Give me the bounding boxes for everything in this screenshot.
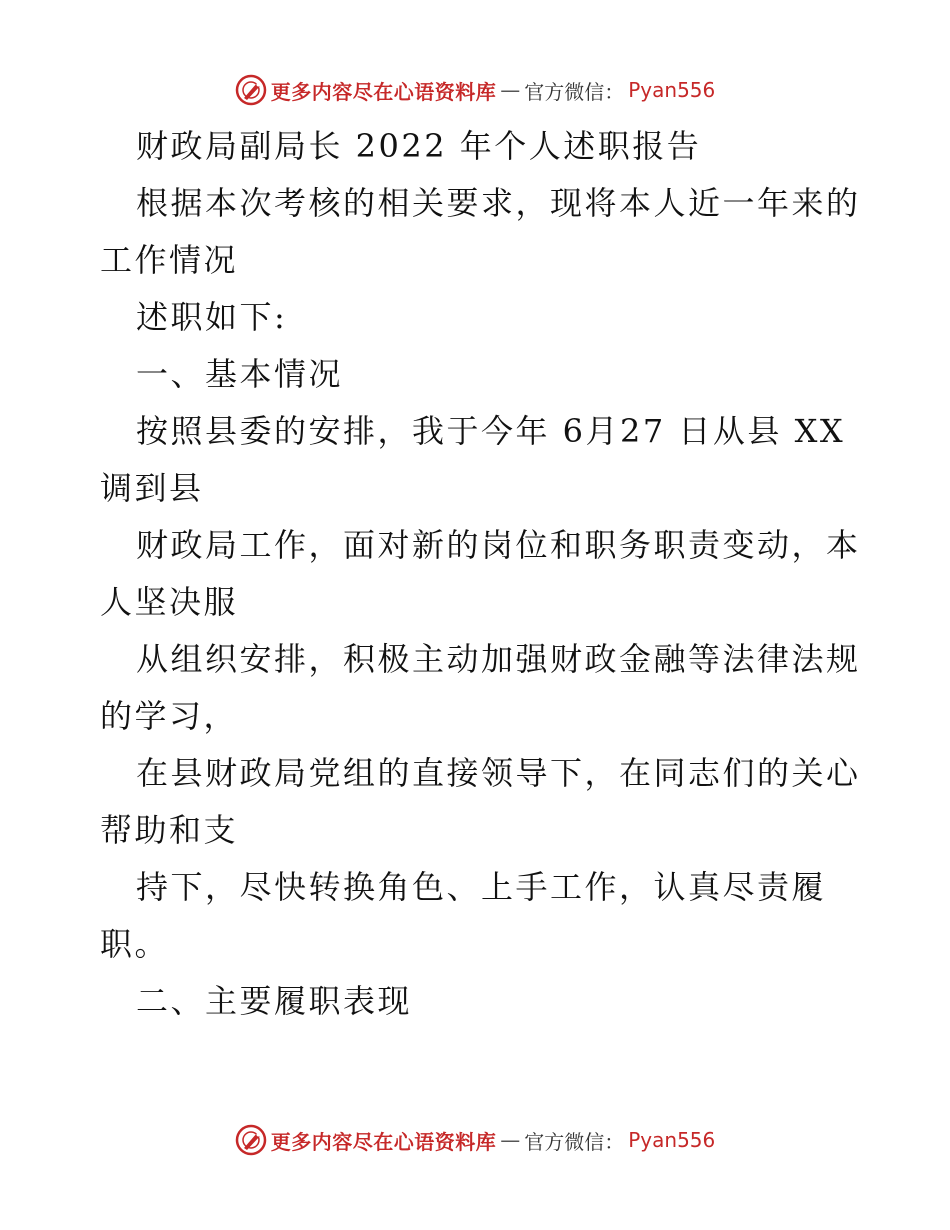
paragraph-line: 的学习， bbox=[100, 697, 239, 735]
watermark-main-text: 更多内容尽在心语资料库 bbox=[270, 1129, 497, 1154]
section-heading: 二、主要履职表现 bbox=[136, 982, 413, 1020]
paragraph-line: 从组织安排，积极主动加强财政金融等法律法规 bbox=[136, 640, 861, 678]
watermark-sub-text: 官方微信： bbox=[524, 1129, 625, 1154]
watermark-wechat-id: Pyan556 bbox=[628, 78, 716, 102]
paragraph-line: 人坚决服 bbox=[100, 583, 239, 621]
paragraph-line: 财政局工作，面对新的岗位和职务职责变动，本 bbox=[136, 526, 861, 564]
seal-logo-icon bbox=[235, 1124, 267, 1156]
seal-logo-icon bbox=[235, 74, 267, 106]
paragraph-line: 帮助和支 bbox=[100, 811, 239, 849]
document-body bbox=[100, 118, 860, 1030]
paragraph-line: 调到县 bbox=[100, 469, 204, 507]
watermark-separator: — bbox=[500, 78, 521, 102]
paragraph-line: 根据本次考核的相关要求，现将本人近一年来的 bbox=[136, 184, 861, 222]
paragraph-line: 职。 bbox=[100, 925, 170, 963]
watermark-sub-text: 官方微信： bbox=[524, 79, 625, 104]
section-heading: 一、基本情况 bbox=[136, 355, 344, 393]
watermark-main-text: 更多内容尽在心语资料库 bbox=[270, 79, 497, 104]
paragraph-line: 述职如下: bbox=[136, 298, 288, 336]
paragraph-line: 工作情况 bbox=[100, 241, 239, 279]
footer-watermark-banner bbox=[0, 1120, 950, 1160]
watermark-separator: — bbox=[500, 1128, 521, 1152]
paragraph-line: 持下，尽快转换角色、上手工作，认真尽责履 bbox=[136, 868, 827, 906]
document-title: 财政局副局长 2022 年个人述职报告 bbox=[136, 127, 702, 165]
paragraph-line: 在县财政局党组的直接领导下，在同志们的关心 bbox=[136, 754, 861, 792]
paragraph-line: 按照县委的安排，我于今年 6月27 日从县 XX bbox=[136, 412, 846, 450]
watermark-wechat-id: Pyan556 bbox=[628, 1128, 716, 1152]
header-watermark-banner bbox=[0, 70, 950, 110]
